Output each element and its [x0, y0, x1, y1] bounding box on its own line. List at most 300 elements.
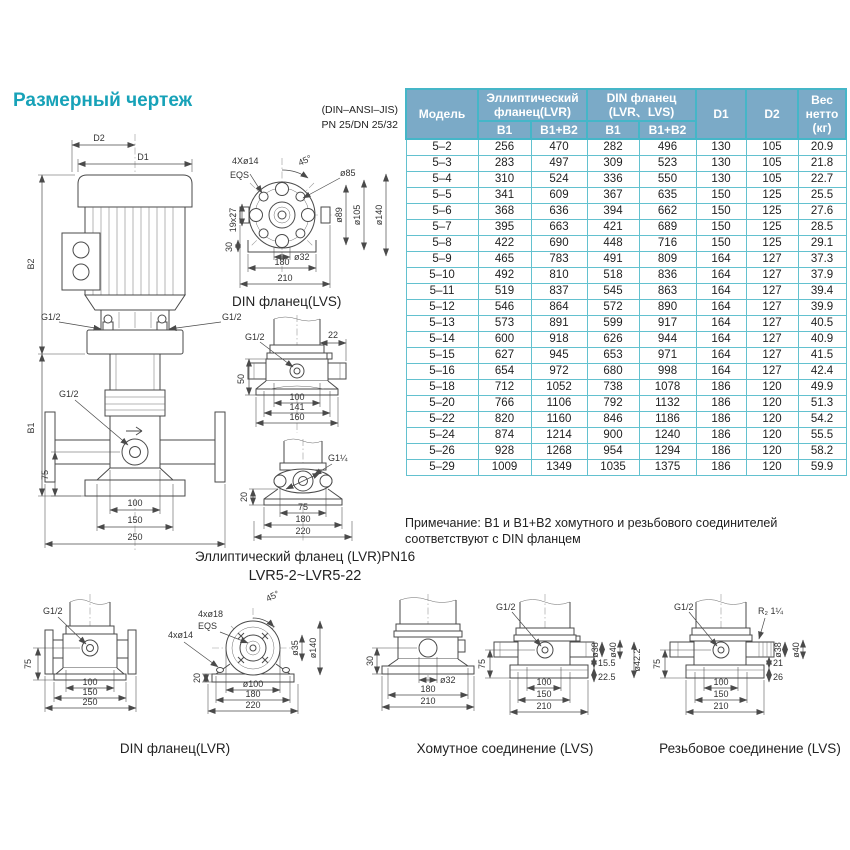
value-cell: 422 [478, 236, 531, 252]
note-line2: соответствуют с DIN фланцем [405, 532, 581, 547]
clamp-mid-drawing [236, 313, 410, 435]
table-row [406, 348, 846, 364]
model-cell: 5–8 [406, 236, 478, 252]
weight-line1: Вес [811, 93, 833, 107]
dim-label-b2: B2 [26, 258, 36, 270]
weight-line2: нетто [805, 107, 839, 122]
model-cell: 5–15 [406, 348, 478, 364]
dim-label-75: 75 [652, 658, 662, 670]
table-row [406, 460, 846, 476]
din-lvs-flange-drawing [224, 100, 410, 296]
value-cell: 545 [587, 284, 639, 300]
dim-label-d40: ø40 [791, 642, 801, 658]
table-row [406, 300, 846, 316]
value-cell: 836 [639, 268, 696, 284]
dim-label-75: 75 [40, 469, 50, 481]
table-row [406, 252, 846, 268]
value-cell: 654 [478, 364, 531, 380]
value-cell: 890 [639, 300, 696, 316]
dim-label-45deg: 45° [296, 152, 314, 168]
value-cell: 945 [531, 348, 587, 364]
model-cell: 5–4 [406, 172, 478, 188]
dim-label-75: 75 [23, 658, 33, 670]
standard-label: (DIN–ANSI–JIS) [321, 104, 398, 116]
caption-elliptical-line2: LVR5-2~LVR5-22 [248, 568, 362, 584]
value-cell: 1052 [531, 380, 587, 396]
value-cell: 127 [746, 300, 798, 316]
value-cell: 690 [531, 236, 587, 252]
value-cell: 130 [696, 156, 746, 172]
table-row [406, 412, 846, 428]
caption-thread: Резьбовое соединение (LVS) [659, 741, 841, 756]
group-din-line1: DIN фланец [606, 91, 677, 105]
table-row [406, 204, 846, 220]
dim-label-eqs: EQS [230, 170, 250, 180]
value-cell: 164 [696, 268, 746, 284]
table-row [406, 380, 846, 396]
value-cell: 738 [587, 380, 639, 396]
dim-label-155: 15.5 [598, 658, 616, 668]
value-cell: 164 [696, 252, 746, 268]
value-cell: 524 [531, 172, 587, 188]
value-cell: 809 [639, 252, 696, 268]
dim-label-d89: ø89 [334, 207, 344, 223]
model-cell: 5–5 [406, 188, 478, 204]
value-cell: 627 [478, 348, 531, 364]
table-row [406, 188, 846, 204]
dim-label-210: 210 [277, 273, 293, 283]
caption-clamp: Хомутное соединение (LVS) [416, 741, 594, 756]
value-cell: 164 [696, 284, 746, 300]
value-cell: 186 [696, 380, 746, 396]
dim-label-21: 21 [773, 658, 784, 668]
table-row [406, 236, 846, 252]
value-cell: 1035 [587, 460, 639, 476]
table-row [406, 220, 846, 236]
dim-label-d40: ø40 [608, 642, 618, 658]
value-cell: 150 [696, 236, 746, 252]
elliptical-flange-drawing [240, 437, 410, 547]
dim-label-holes18: 4xø18 [198, 609, 224, 619]
value-cell: 125 [746, 220, 798, 236]
table-row [406, 268, 846, 284]
value-cell: 917 [639, 316, 696, 332]
caption-din-lvr: DIN фланец(LVR) [119, 741, 231, 756]
value-cell: 368 [478, 204, 531, 220]
value-cell: 105 [746, 139, 798, 156]
table-row [406, 316, 846, 332]
value-cell: 186 [696, 444, 746, 460]
dim-label-d100: ø100 [242, 679, 264, 689]
value-cell: 954 [587, 444, 639, 460]
table-row [406, 396, 846, 412]
model-cell: 5–16 [406, 364, 478, 380]
value-cell: 998 [639, 364, 696, 380]
value-cell: 864 [531, 300, 587, 316]
value-cell: 653 [587, 348, 639, 364]
value-cell: 874 [478, 428, 531, 444]
dim-label-d1: D1 [137, 152, 149, 162]
value-cell: 1078 [639, 380, 696, 396]
subcol-b1-elliptical: B1 [478, 121, 531, 139]
dim-label-45deg: 45° [264, 588, 281, 604]
value-cell: 863 [639, 284, 696, 300]
model-cell: 5–12 [406, 300, 478, 316]
value-cell: 42.4 [798, 364, 846, 380]
value-cell: 310 [478, 172, 531, 188]
value-cell: 105 [746, 156, 798, 172]
table-note [405, 515, 847, 548]
dim-label-220: 220 [245, 700, 261, 710]
dim-label-100: 100 [127, 498, 143, 508]
dim-label-180: 180 [420, 684, 436, 694]
value-cell: 164 [696, 348, 746, 364]
value-cell: 519 [478, 284, 531, 300]
pn-label: PN 25/DN 25/32 [321, 119, 398, 131]
dim-label-b1: B1 [26, 422, 36, 434]
value-cell: 496 [639, 139, 696, 156]
value-cell: 626 [587, 332, 639, 348]
value-cell: 766 [478, 396, 531, 412]
dim-label-100: 100 [289, 392, 305, 402]
value-cell: 421 [587, 220, 639, 236]
value-cell: 491 [587, 252, 639, 268]
value-cell: 282 [587, 139, 639, 156]
value-cell: 58.2 [798, 444, 846, 460]
dim-label-180: 180 [295, 514, 311, 524]
value-cell: 518 [587, 268, 639, 284]
value-cell: 164 [696, 316, 746, 332]
value-cell: 150 [696, 204, 746, 220]
value-cell: 1294 [639, 444, 696, 460]
value-cell: 609 [531, 188, 587, 204]
dim-label-g12-right: G1/2 [222, 312, 242, 322]
subcol-b1b2-elliptical: B1+B2 [531, 121, 587, 139]
lvr-flange-drawing [168, 590, 366, 732]
value-cell: 465 [478, 252, 531, 268]
model-cell: 5–11 [406, 284, 478, 300]
value-cell: 120 [746, 412, 798, 428]
dim-label-210: 210 [713, 701, 729, 711]
col-weight [798, 89, 846, 139]
value-cell: 22.7 [798, 172, 846, 188]
value-cell: 1009 [478, 460, 531, 476]
dim-label-160: 160 [289, 412, 305, 422]
value-cell: 1106 [531, 396, 587, 412]
dim-label-75: 75 [477, 658, 487, 670]
value-cell: 689 [639, 220, 696, 236]
weight-line3: (кг) [812, 121, 832, 136]
value-cell: 497 [531, 156, 587, 172]
value-cell: 492 [478, 268, 531, 284]
value-cell: 572 [587, 300, 639, 316]
dim-label-22: 22 [327, 330, 339, 340]
value-cell: 127 [746, 364, 798, 380]
value-cell: 635 [639, 188, 696, 204]
value-cell: 600 [478, 332, 531, 348]
value-cell: 550 [639, 172, 696, 188]
value-cell: 599 [587, 316, 639, 332]
value-cell: 523 [639, 156, 696, 172]
dim-label-150: 150 [536, 689, 552, 699]
table-row [406, 364, 846, 380]
value-cell: 120 [746, 444, 798, 460]
value-cell: 783 [531, 252, 587, 268]
value-cell: 29.1 [798, 236, 846, 252]
value-cell: 40.9 [798, 332, 846, 348]
value-cell: 662 [639, 204, 696, 220]
value-cell: 164 [696, 300, 746, 316]
dim-label-eqs: EQS [198, 621, 218, 631]
value-cell: 900 [587, 428, 639, 444]
dim-label-75: 75 [297, 502, 309, 512]
dimensions-table [405, 88, 847, 476]
table-row [406, 444, 846, 460]
caption-elliptical-line1: Эллиптический фланец (LVR)PN16 [194, 549, 416, 564]
dim-label-bolt-holes: 4Xø14 [232, 156, 259, 166]
lvr-flange-outline [212, 608, 294, 686]
value-cell: 186 [696, 412, 746, 428]
value-cell: 55.5 [798, 428, 846, 444]
value-cell: 820 [478, 412, 531, 428]
model-cell: 5–18 [406, 380, 478, 396]
value-cell: 27.6 [798, 204, 846, 220]
dim-label-d140: ø140 [308, 637, 318, 659]
value-cell: 792 [587, 396, 639, 412]
lvs-clamp-b-drawing [477, 592, 654, 722]
lvr-front-drawing [18, 592, 188, 724]
value-cell: 120 [746, 428, 798, 444]
value-cell: 336 [587, 172, 639, 188]
model-cell: 5–20 [406, 396, 478, 412]
value-cell: 341 [478, 188, 531, 204]
value-cell: 28.5 [798, 220, 846, 236]
model-cell: 5–24 [406, 428, 478, 444]
value-cell: 164 [696, 332, 746, 348]
value-cell: 127 [746, 268, 798, 284]
value-cell: 846 [587, 412, 639, 428]
table-body [406, 139, 846, 476]
value-cell: 130 [696, 139, 746, 156]
value-cell: 1132 [639, 396, 696, 412]
dim-label-d32: ø32 [294, 252, 310, 262]
value-cell: 39.4 [798, 284, 846, 300]
group-din-line2: (LVR、LVS) [608, 105, 675, 120]
dim-label-100: 100 [82, 677, 98, 687]
value-cell: 716 [639, 236, 696, 252]
dim-label-150: 150 [127, 515, 143, 525]
value-cell: 130 [696, 172, 746, 188]
value-cell: 125 [746, 236, 798, 252]
value-cell: 127 [746, 332, 798, 348]
value-cell: 395 [478, 220, 531, 236]
table-row [406, 332, 846, 348]
dim-label-d85: ø85 [340, 168, 356, 178]
dim-label-30: 30 [224, 241, 234, 253]
table-row [406, 156, 846, 172]
value-cell: 127 [746, 348, 798, 364]
value-cell: 20.9 [798, 139, 846, 156]
model-cell: 5–3 [406, 156, 478, 172]
value-cell: 127 [746, 284, 798, 300]
dim-label-d2: D2 [93, 133, 105, 143]
value-cell: 127 [746, 252, 798, 268]
caption-din-lvs: DIN фланец(LVS) [232, 294, 342, 309]
value-cell: 150 [696, 188, 746, 204]
model-cell: 5–14 [406, 332, 478, 348]
table-row [406, 139, 846, 156]
value-cell: 573 [478, 316, 531, 332]
dim-label-holes14: 4xø14 [168, 630, 194, 640]
value-cell: 120 [746, 460, 798, 476]
col-group-elliptical [478, 89, 587, 121]
model-cell: 5–13 [406, 316, 478, 332]
dim-label-g12-center: G1/2 [59, 389, 79, 399]
dim-label-210: 210 [536, 701, 552, 711]
value-cell: 636 [531, 204, 587, 220]
model-cell: 5–29 [406, 460, 478, 476]
value-cell: 810 [531, 268, 587, 284]
value-cell: 164 [696, 364, 746, 380]
note-line1: Примечание: B1 и B1+B2 хомутного и резьбового соединителей [405, 516, 778, 530]
value-cell: 120 [746, 396, 798, 412]
value-cell: 283 [478, 156, 531, 172]
value-cell: 21.8 [798, 156, 846, 172]
value-cell: 1160 [531, 412, 587, 428]
dim-label-150: 150 [713, 689, 729, 699]
dim-label-g12-left: G1/2 [41, 312, 61, 322]
value-cell: 928 [478, 444, 531, 460]
value-cell: 186 [696, 428, 746, 444]
dim-label-d38: ø38 [590, 642, 600, 658]
table-row [406, 284, 846, 300]
dim-label-30: 30 [365, 655, 375, 667]
value-cell: 25.5 [798, 188, 846, 204]
value-cell: 712 [478, 380, 531, 396]
value-cell: 127 [746, 316, 798, 332]
dim-label-d140: ø140 [374, 204, 384, 226]
value-cell: 367 [587, 188, 639, 204]
dim-label-250: 250 [127, 532, 143, 542]
value-cell: 39.9 [798, 300, 846, 316]
dim-label-slot: 19x27 [228, 207, 238, 233]
lvs-thread-drawing [652, 592, 850, 722]
value-cell: 1349 [531, 460, 587, 476]
dim-label-d32: ø32 [440, 675, 456, 685]
value-cell: 1268 [531, 444, 587, 460]
value-cell: 470 [531, 139, 587, 156]
value-cell: 309 [587, 156, 639, 172]
value-cell: 40.5 [798, 316, 846, 332]
table-row [406, 428, 846, 444]
group-elliptical-line1: Эллиптический [486, 91, 579, 105]
dim-label-26: 26 [773, 672, 784, 682]
model-cell: 5–10 [406, 268, 478, 284]
value-cell: 918 [531, 332, 587, 348]
value-cell: 972 [531, 364, 587, 380]
value-cell: 546 [478, 300, 531, 316]
value-cell: 1186 [639, 412, 696, 428]
dim-label-50: 50 [236, 373, 246, 385]
value-cell: 971 [639, 348, 696, 364]
value-cell: 49.9 [798, 380, 846, 396]
dim-label-d38: ø38 [773, 642, 783, 658]
dim-label-20: 20 [192, 672, 202, 684]
model-cell: 5–6 [406, 204, 478, 220]
value-cell: 51.3 [798, 396, 846, 412]
value-cell: 59.9 [798, 460, 846, 476]
value-cell: 1375 [639, 460, 696, 476]
dim-label-d105: ø105 [352, 204, 362, 226]
value-cell: 41.5 [798, 348, 846, 364]
dim-label-210: 210 [420, 696, 436, 706]
group-elliptical-line2: фланец(LVR) [494, 105, 571, 120]
value-cell: 663 [531, 220, 587, 236]
dim-label-g114: G1¼ [328, 453, 348, 463]
model-cell: 5–26 [406, 444, 478, 460]
dim-label-g12: G1/2 [43, 606, 63, 616]
value-cell: 125 [746, 204, 798, 220]
value-cell: 125 [746, 188, 798, 204]
model-cell: 5–7 [406, 220, 478, 236]
value-cell: 448 [587, 236, 639, 252]
value-cell: 186 [696, 460, 746, 476]
pump-outline [45, 175, 225, 496]
value-cell: 120 [746, 380, 798, 396]
value-cell: 837 [531, 284, 587, 300]
value-cell: 891 [531, 316, 587, 332]
dim-label-180: 180 [274, 257, 290, 267]
value-cell: 37.9 [798, 268, 846, 284]
dim-label-180: 180 [245, 689, 261, 699]
value-cell: 37.3 [798, 252, 846, 268]
subcol-b1b2-din: B1+B2 [639, 121, 696, 139]
page-title: Размерный чертеж [13, 90, 193, 111]
table-row [406, 172, 846, 188]
col-d1: D1 [696, 89, 746, 139]
model-cell: 5–22 [406, 412, 478, 428]
dim-label-g12: G1/2 [496, 602, 516, 612]
value-cell: 680 [587, 364, 639, 380]
value-cell: 256 [478, 139, 531, 156]
col-d2: D2 [746, 89, 798, 139]
col-group-din [587, 89, 696, 121]
value-cell: 105 [746, 172, 798, 188]
value-cell: 944 [639, 332, 696, 348]
value-cell: 186 [696, 396, 746, 412]
dim-label-141: 141 [289, 402, 305, 412]
dim-label-d35: ø35 [290, 640, 300, 656]
dim-label-150: 150 [82, 687, 98, 697]
dim-label-20: 20 [239, 491, 249, 503]
dim-label-d422: ø42.2 [632, 648, 642, 672]
model-cell: 5–2 [406, 139, 478, 156]
dim-label-thread: R₂ 1¼ [758, 606, 784, 616]
dim-label-100: 100 [713, 677, 729, 687]
value-cell: 1240 [639, 428, 696, 444]
dim-label-g12: G1/2 [245, 332, 265, 342]
subcol-b1-din: B1 [587, 121, 639, 139]
dim-label-250: 250 [82, 697, 98, 707]
dim-label-225: 22.5 [598, 672, 616, 682]
col-model: Модель [406, 89, 478, 139]
value-cell: 394 [587, 204, 639, 220]
value-cell: 54.2 [798, 412, 846, 428]
dim-label-g12: G1/2 [674, 602, 694, 612]
model-cell: 5–9 [406, 252, 478, 268]
value-cell: 150 [696, 220, 746, 236]
dim-label-100: 100 [536, 677, 552, 687]
